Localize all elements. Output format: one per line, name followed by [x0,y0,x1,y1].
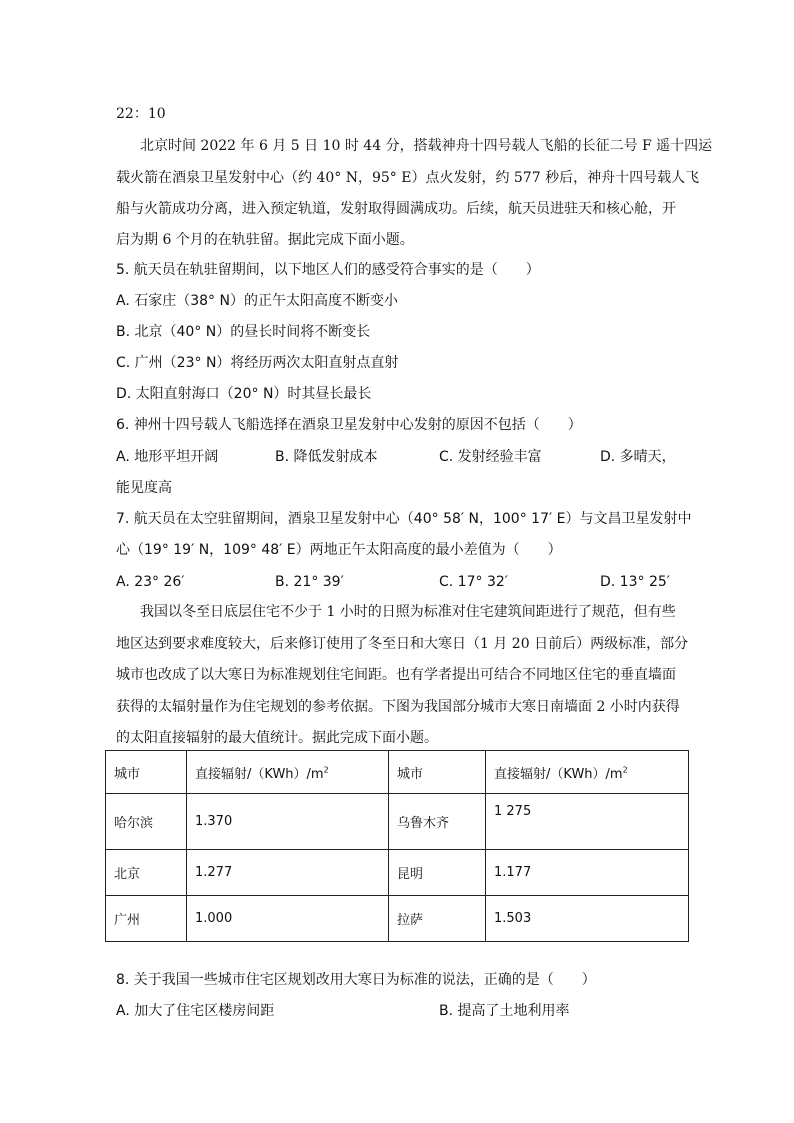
question-5-stem: 5. 航天员在轨驻留期间，以下地区人们的感受符合事实的是（ ） [116,262,540,278]
radiation-table [105,750,689,942]
question-5-option-d: D. 太阳直射海口（20° N）时其昼长最长 [116,386,372,402]
question-6-option-d-continuation: 能见度高 [116,480,172,496]
table-cell: 1.277 [187,850,389,896]
table-cell: 1.177 [486,850,689,896]
table-cell: 昆明 [389,850,486,896]
table-cell: 乌鲁木齐 [389,794,486,850]
passage1-line: 载火箭在酒泉卫星发射中心（约 40° N，95° E）点火发射，约 577 秒后，神舟十四号载人飞 [116,170,700,186]
header-city: 城市 [389,751,486,794]
passage2-line: 地区达到要求难度较大，后来修订使用了冬至日和大寒日（1 月 20 日前后）两级标准，部分 [116,636,689,652]
question-7-stem-line2: 心（19° 19′ N，109° 48′ E）两地正午太阳高度的最小差值为（ ） [116,542,562,558]
question-5-option-a: A. 石家庄（38° N）的正午太阳高度不断变小 [116,293,398,309]
table-cell: 1 275 [486,794,689,850]
question-7-stem-line1: 7. 航天员在太空驻留期间，酒泉卫星发射中心（40° 58′ N，100° 17′ E）与文昌卫星发射中 [116,511,692,527]
question-7-option-c: C. 17° 32′ [439,574,508,590]
passage2-line: 城市也改成了以大寒日为标准规划住宅间距。也有学者提出可结合不同地区住宅的垂直墙面 [116,667,676,683]
table-cell: 北京 [106,850,187,896]
table-cell: 1.000 [187,896,389,942]
question-6-option-a: A. 地形平坦开阔 [116,449,219,465]
table-row [106,896,689,942]
header-radiation: 直接辐射$/(KWh)/m^2$ [187,751,389,794]
table-row [106,850,689,896]
passage1-line: 启为期 6 个月的在轨驻留。据此完成下面小题。 [116,232,414,248]
passage1-line: 北京时间 2022 年 6 月 5 日 10 时 44 分，搭载神舟十四号载人飞船的长征二号 F 遥十四运 [140,138,713,154]
table-header-row [106,751,689,794]
table-row [106,794,689,850]
question-5-option-b: B. 北京（40° N）的昼长时间将不断变长 [116,324,371,340]
question-6-option-d: D. 多晴天， [600,449,676,465]
question-8-option-a: A. 加大了住宅区楼房间距 [116,1003,275,1019]
question-6-option-c: C. 发射经验丰富 [439,449,542,465]
passage2-line: 获得的太辐射量作为住宅规划的参考依据。下图为我国部分城市大寒日南墙面 2 小时内获得 [116,699,680,715]
question-5-option-c: C. 广州（23° N）将经历两次太阳直射点直射 [116,355,399,371]
question-6-stem: 6. 神州十四号载人飞船选择在酒泉卫星发射中心发射的原因不包括（ ） [116,417,582,433]
passage1-line: 船与火箭成功分离，进入预定轨道，发射取得圆满成功。后续，航天员进驻天和核心舱，开 [116,201,676,217]
question-6-option-b: B. 降低发射成本 [275,449,378,465]
table-cell: 1.503 [486,896,689,942]
time-label: 22：10 [116,106,166,122]
header-city: 城市 [106,751,187,794]
question-7-option-b: B. 21° 39′ [275,574,344,590]
passage2-line: 的太阳直接辐射的最大值统计。据此完成下面小题。 [116,730,438,746]
question-7-option-d: D. 13° 25′ [600,574,670,590]
table-cell: 1.370 [187,794,389,850]
table-cell: 哈尔滨 [106,794,187,850]
passage2-line: 我国以冬至日底层住宅不少于 1 小时的日照为标准对住宅建筑间距进行了规范，但有些 [140,604,676,620]
question-8-option-b: B. 提高了土地利用率 [439,1003,570,1019]
table-cell: 拉萨 [389,896,486,942]
question-7-option-a: A. 23° 26′ [116,574,185,590]
table-cell: 广州 [106,896,187,942]
question-8-stem: 8. 关于我国一些城市住宅区规划改用大寒日为标准的说法，正确的是（ ） [116,972,596,988]
header-radiation: 直接辐射$/(KWh)/m^2$ [486,751,689,794]
